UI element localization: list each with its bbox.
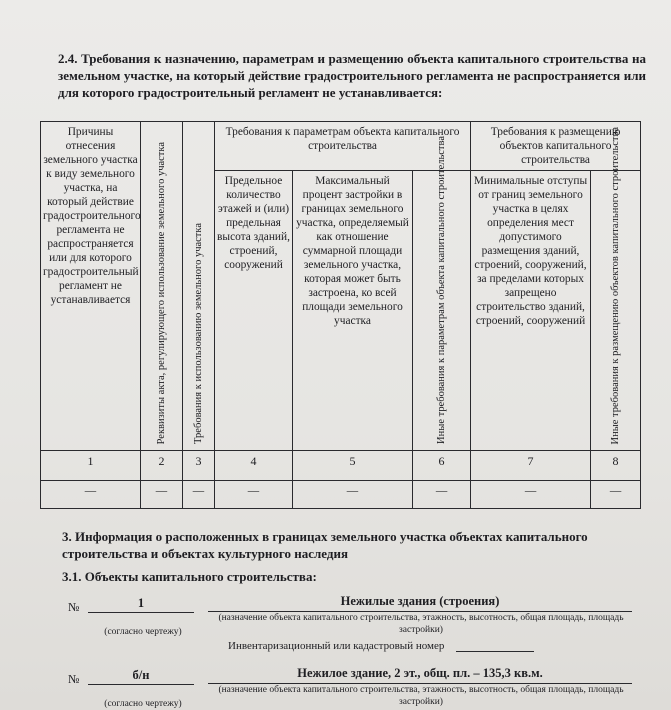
object-number: б/н — [88, 668, 194, 685]
inventory-number-field — [456, 637, 534, 652]
section-3-heading: 3. Информация о расположенных в границах земельного участка объектах капитального строительства и объектах культурного наследия — [62, 529, 588, 561]
table-cell: — — [293, 481, 413, 509]
column-number: 8 — [591, 451, 641, 481]
column-number: 3 — [183, 451, 215, 481]
header-act-details: Реквизиты акта, регулирующего использование земельного участка — [141, 122, 183, 451]
number-label: № — [68, 672, 80, 686]
object-description: Нежилые здания (строения) — [208, 594, 632, 612]
table-cell: — — [41, 481, 141, 509]
section-2-4-heading: 2.4. Требования к назначению, параметрам и размещению объекта капитального строительства на земельном участке, на который действие градостроительного регламента не распространяется или для которого градостроительный регламент не устанавливается: — [58, 51, 646, 100]
header-land-use: Требования к использованию земельного участка — [183, 122, 215, 451]
header-min-setbacks: Минимальные отступы от границ земельного участка в целях определения мест допустимого размещения зданий, строений, сооружений, за пределами которых запрещено строительство зданий, строений, сооружений — [471, 171, 591, 451]
table-cell: — — [591, 481, 641, 509]
table-cell: — — [183, 481, 215, 509]
per-drawing-caption: (согласно чертежу) — [104, 699, 182, 709]
object-number: 1 — [88, 596, 194, 613]
per-drawing-caption: (согласно чертежу) — [104, 627, 182, 637]
header-params-group: Требования к параметрам объекта капитального строительства — [215, 122, 471, 171]
header-reasons: Причины отнесения земельного участка к виду земельного участка, на который действие градостроительного регламента не распространяется или для которого градостроительный регламент не устанавливается — [41, 122, 141, 451]
header-other-params: Иные требования к параметрам объекта капитального строительства — [413, 171, 471, 451]
header-max-floors: Предельное количество этажей и (или) предельная высота зданий, строений, сооружений — [215, 171, 293, 451]
table-cell: — — [215, 481, 293, 509]
table-cell: — — [413, 481, 471, 509]
header-other-placement: Иные требования к размещению объектов капитального строительства — [591, 171, 641, 451]
section-3-1-heading: 3.1. Объекты капитального строительства: — [62, 569, 317, 584]
header-max-coverage: Максимальный процент застройки в границах земельного участка, определяемый как отношение суммарной площади земельного участка, которая может быть застроена, ко всей площади земельного участка — [293, 171, 413, 451]
column-number: 5 — [293, 451, 413, 481]
table-cell: — — [471, 481, 591, 509]
column-number: 2 — [141, 451, 183, 481]
column-number: 7 — [471, 451, 591, 481]
table-cell: — — [141, 481, 183, 509]
object-description: Нежилое здание, 2 эт., общ. пл. – 135,3 кв.м. — [208, 666, 632, 684]
column-number: 4 — [215, 451, 293, 481]
header-placement-group: Требования к размещению объектов капитального строительства — [471, 122, 641, 171]
purpose-caption: (назначение объекта капитального строительства, этажность, высотность, общая площадь, площадь застройки) — [218, 613, 624, 635]
regulation-table — [40, 121, 641, 509]
purpose-caption: (назначение объекта капитального строительства, этажность, высотность, общая площадь, площадь застройки) — [218, 685, 624, 707]
number-label: № — [68, 600, 80, 614]
column-number: 1 — [41, 451, 141, 481]
column-number: 6 — [413, 451, 471, 481]
inventory-number-label: Инвентаризационный или кадастровый номер — [228, 640, 445, 652]
